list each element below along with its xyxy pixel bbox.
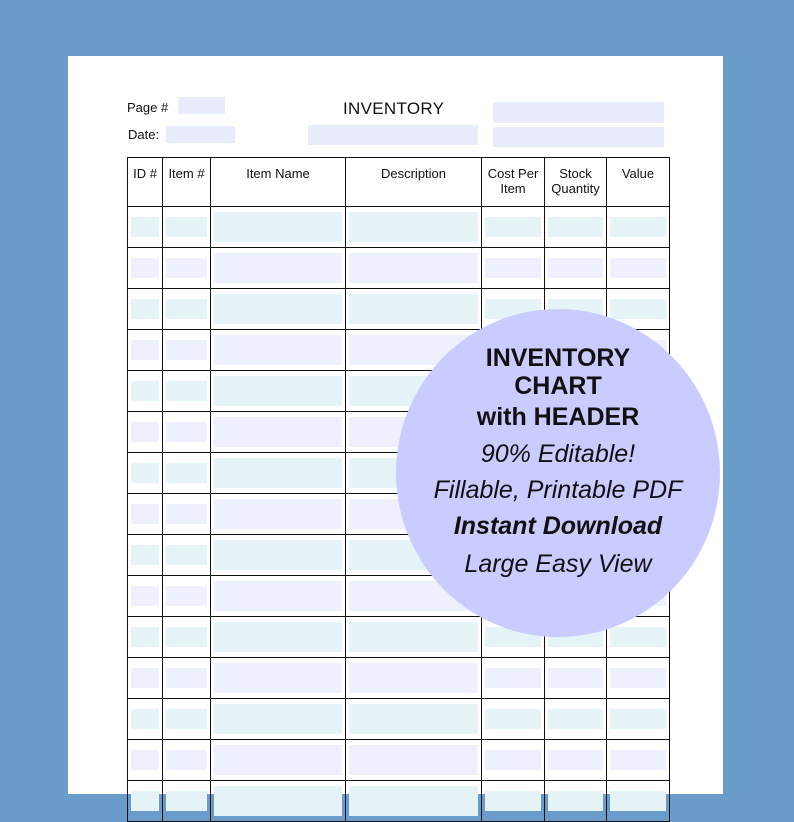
fillable-field[interactable]: [214, 704, 342, 734]
table-cell: [346, 207, 482, 248]
fillable-field[interactable]: [166, 463, 207, 483]
table-cell: [163, 289, 211, 330]
table-cell: [346, 699, 482, 740]
fillable-field[interactable]: [214, 786, 342, 816]
table-cell: [346, 740, 482, 781]
fillable-field[interactable]: [166, 299, 207, 319]
fillable-field[interactable]: [131, 709, 159, 729]
table-cell: [128, 371, 163, 412]
promo-badge: [396, 309, 720, 637]
fillable-field[interactable]: [610, 258, 666, 278]
table-row: [128, 699, 670, 740]
page-title: INVENTORY: [343, 99, 445, 118]
fillable-field[interactable]: [214, 663, 342, 693]
fillable-field[interactable]: [166, 258, 207, 278]
fillable-field[interactable]: [349, 294, 478, 324]
table-cell: [607, 699, 670, 740]
table-cell: [346, 658, 482, 699]
table-cell: [211, 371, 346, 412]
table-cell: [163, 207, 211, 248]
fillable-field[interactable]: [214, 335, 342, 365]
badge-line-6: Instant Download: [453, 512, 663, 540]
fillable-field[interactable]: [131, 381, 159, 401]
fillable-field[interactable]: [610, 668, 666, 688]
table-cell: [211, 699, 346, 740]
table-cell: [163, 248, 211, 289]
table-cell: [163, 576, 211, 617]
fillable-field[interactable]: [548, 750, 603, 770]
fillable-field[interactable]: [548, 258, 603, 278]
table-cell: [163, 412, 211, 453]
fillable-field[interactable]: [610, 217, 666, 237]
table-cell: [346, 781, 482, 822]
column-header-item-name: Item Name: [211, 158, 346, 207]
table-row: [128, 248, 670, 289]
fillable-field[interactable]: [349, 704, 478, 734]
fillable-field[interactable]: [610, 750, 666, 770]
fillable-field[interactable]: [166, 750, 207, 770]
fillable-field[interactable]: [131, 750, 159, 770]
fillable-field[interactable]: [214, 458, 342, 488]
table-cell: [128, 740, 163, 781]
column-header-description: Description: [346, 158, 482, 207]
fillable-field[interactable]: [610, 709, 666, 729]
fillable-field[interactable]: [131, 791, 159, 811]
table-cell: [128, 535, 163, 576]
table-cell: [607, 781, 670, 822]
fillable-field[interactable]: [485, 709, 541, 729]
fillable-field[interactable]: [131, 586, 159, 606]
table-cell: [128, 207, 163, 248]
table-cell: [211, 453, 346, 494]
fillable-field[interactable]: [131, 463, 159, 483]
fillable-field[interactable]: [131, 504, 159, 524]
badge-line-2: CHART: [514, 372, 602, 400]
fillable-field[interactable]: [131, 217, 159, 237]
fillable-field[interactable]: [214, 294, 342, 324]
fillable-field[interactable]: [349, 745, 478, 775]
table-cell: [211, 781, 346, 822]
table-cell: [607, 658, 670, 699]
table-cell: [545, 699, 607, 740]
table-cell: [163, 617, 211, 658]
fillable-field[interactable]: [166, 586, 207, 606]
table-cell: [346, 289, 482, 330]
subtitle-field[interactable]: [308, 125, 478, 145]
table-row: [128, 740, 670, 781]
table-cell: [128, 494, 163, 535]
fillable-field[interactable]: [349, 663, 478, 693]
table-cell: [346, 617, 482, 658]
table-row: [128, 658, 670, 699]
fillable-field[interactable]: [610, 627, 666, 647]
table-cell: [211, 658, 346, 699]
table-cell: [163, 740, 211, 781]
table-row: [128, 207, 670, 248]
fillable-field[interactable]: [548, 217, 603, 237]
table-cell: [163, 781, 211, 822]
badge-line-3: with HEADER: [476, 403, 640, 431]
fillable-field[interactable]: [485, 750, 541, 770]
table-cell: [211, 494, 346, 535]
table-cell: [211, 412, 346, 453]
fillable-field[interactable]: [548, 791, 603, 811]
table-row: [128, 781, 670, 822]
table-cell: [128, 617, 163, 658]
fillable-field[interactable]: [214, 376, 342, 406]
date-label: Date:: [128, 127, 160, 142]
fillable-field[interactable]: [214, 253, 342, 283]
table-cell: [128, 658, 163, 699]
fillable-field[interactable]: [485, 217, 541, 237]
table-cell: [607, 248, 670, 289]
fillable-field[interactable]: [214, 540, 342, 570]
fillable-field[interactable]: [610, 791, 666, 811]
table-cell: [211, 248, 346, 289]
fillable-field[interactable]: [166, 709, 207, 729]
table-cell: [128, 453, 163, 494]
fillable-field[interactable]: [166, 381, 207, 401]
fillable-field[interactable]: [131, 545, 159, 565]
header-field-right-bottom[interactable]: [493, 127, 664, 147]
table-cell: [163, 699, 211, 740]
table-cell: [482, 740, 545, 781]
fillable-field[interactable]: [349, 212, 478, 242]
column-header-value: Value: [607, 158, 670, 207]
page-number-label: Page #: [127, 100, 169, 115]
fillable-field[interactable]: [214, 212, 342, 242]
table-cell: [211, 207, 346, 248]
table-cell: [211, 330, 346, 371]
table-cell: [163, 658, 211, 699]
fillable-field[interactable]: [166, 545, 207, 565]
fillable-field[interactable]: [131, 668, 159, 688]
table-cell: [346, 248, 482, 289]
table-cell: [482, 248, 545, 289]
table-cell: [163, 371, 211, 412]
table-cell: [211, 740, 346, 781]
fillable-field[interactable]: [485, 258, 541, 278]
table-cell: [545, 658, 607, 699]
table-cell: [128, 248, 163, 289]
fillable-field[interactable]: [131, 299, 159, 319]
fillable-field[interactable]: [349, 253, 478, 283]
header-field-right-top[interactable]: [493, 102, 664, 123]
fillable-field[interactable]: [214, 499, 342, 529]
table-header-row: [128, 158, 670, 207]
column-header-item-number: Item #: [163, 158, 211, 207]
table-cell: [607, 740, 670, 781]
fillable-field[interactable]: [131, 627, 159, 647]
fillable-field[interactable]: [548, 709, 603, 729]
badge-line-7: Large Easy View: [464, 550, 652, 578]
table-cell: [163, 453, 211, 494]
fillable-field[interactable]: [349, 786, 478, 816]
fillable-field[interactable]: [166, 504, 207, 524]
badge-line-5: Fillable, Printable PDF: [433, 476, 683, 504]
fillable-field[interactable]: [131, 340, 159, 360]
table-cell: [545, 207, 607, 248]
table-cell: [128, 412, 163, 453]
table-cell: [128, 576, 163, 617]
badge-line-4: 90% Editable!: [480, 440, 636, 468]
fillable-field[interactable]: [214, 417, 342, 447]
table-cell: [163, 535, 211, 576]
fillable-field[interactable]: [610, 299, 666, 319]
table-cell: [607, 207, 670, 248]
column-header-cost-per-item: Cost Per Item: [482, 158, 545, 207]
table-cell: [128, 699, 163, 740]
table-cell: [545, 740, 607, 781]
fillable-field[interactable]: [166, 791, 207, 811]
fillable-field[interactable]: [349, 622, 478, 652]
fillable-field[interactable]: [214, 745, 342, 775]
table-cell: [128, 330, 163, 371]
table-cell: [482, 658, 545, 699]
table-cell: [211, 289, 346, 330]
fillable-field[interactable]: [548, 668, 603, 688]
column-header-stock-quantity: Stock Quantity: [545, 158, 607, 207]
date-field[interactable]: [166, 126, 235, 143]
fillable-field[interactable]: [166, 627, 207, 647]
fillable-field[interactable]: [131, 422, 159, 442]
table-cell: [128, 781, 163, 822]
table-cell: [482, 699, 545, 740]
fillable-field[interactable]: [166, 668, 207, 688]
table-cell: [482, 207, 545, 248]
fillable-field[interactable]: [131, 258, 159, 278]
page-number-field[interactable]: [178, 97, 225, 114]
fillable-field[interactable]: [166, 340, 207, 360]
table-cell: [545, 248, 607, 289]
fillable-field[interactable]: [485, 668, 541, 688]
fillable-field[interactable]: [166, 422, 207, 442]
badge-line-1: INVENTORY: [485, 344, 631, 372]
table-cell: [163, 330, 211, 371]
fillable-field[interactable]: [214, 581, 342, 611]
fillable-field[interactable]: [485, 791, 541, 811]
table-cell: [211, 535, 346, 576]
fillable-field[interactable]: [166, 217, 207, 237]
table-cell: [128, 289, 163, 330]
table-cell: [211, 576, 346, 617]
column-header-id: ID #: [128, 158, 163, 207]
table-cell: [482, 781, 545, 822]
table-cell: [163, 494, 211, 535]
table-cell: [545, 781, 607, 822]
fillable-field[interactable]: [214, 622, 342, 652]
table-cell: [211, 617, 346, 658]
